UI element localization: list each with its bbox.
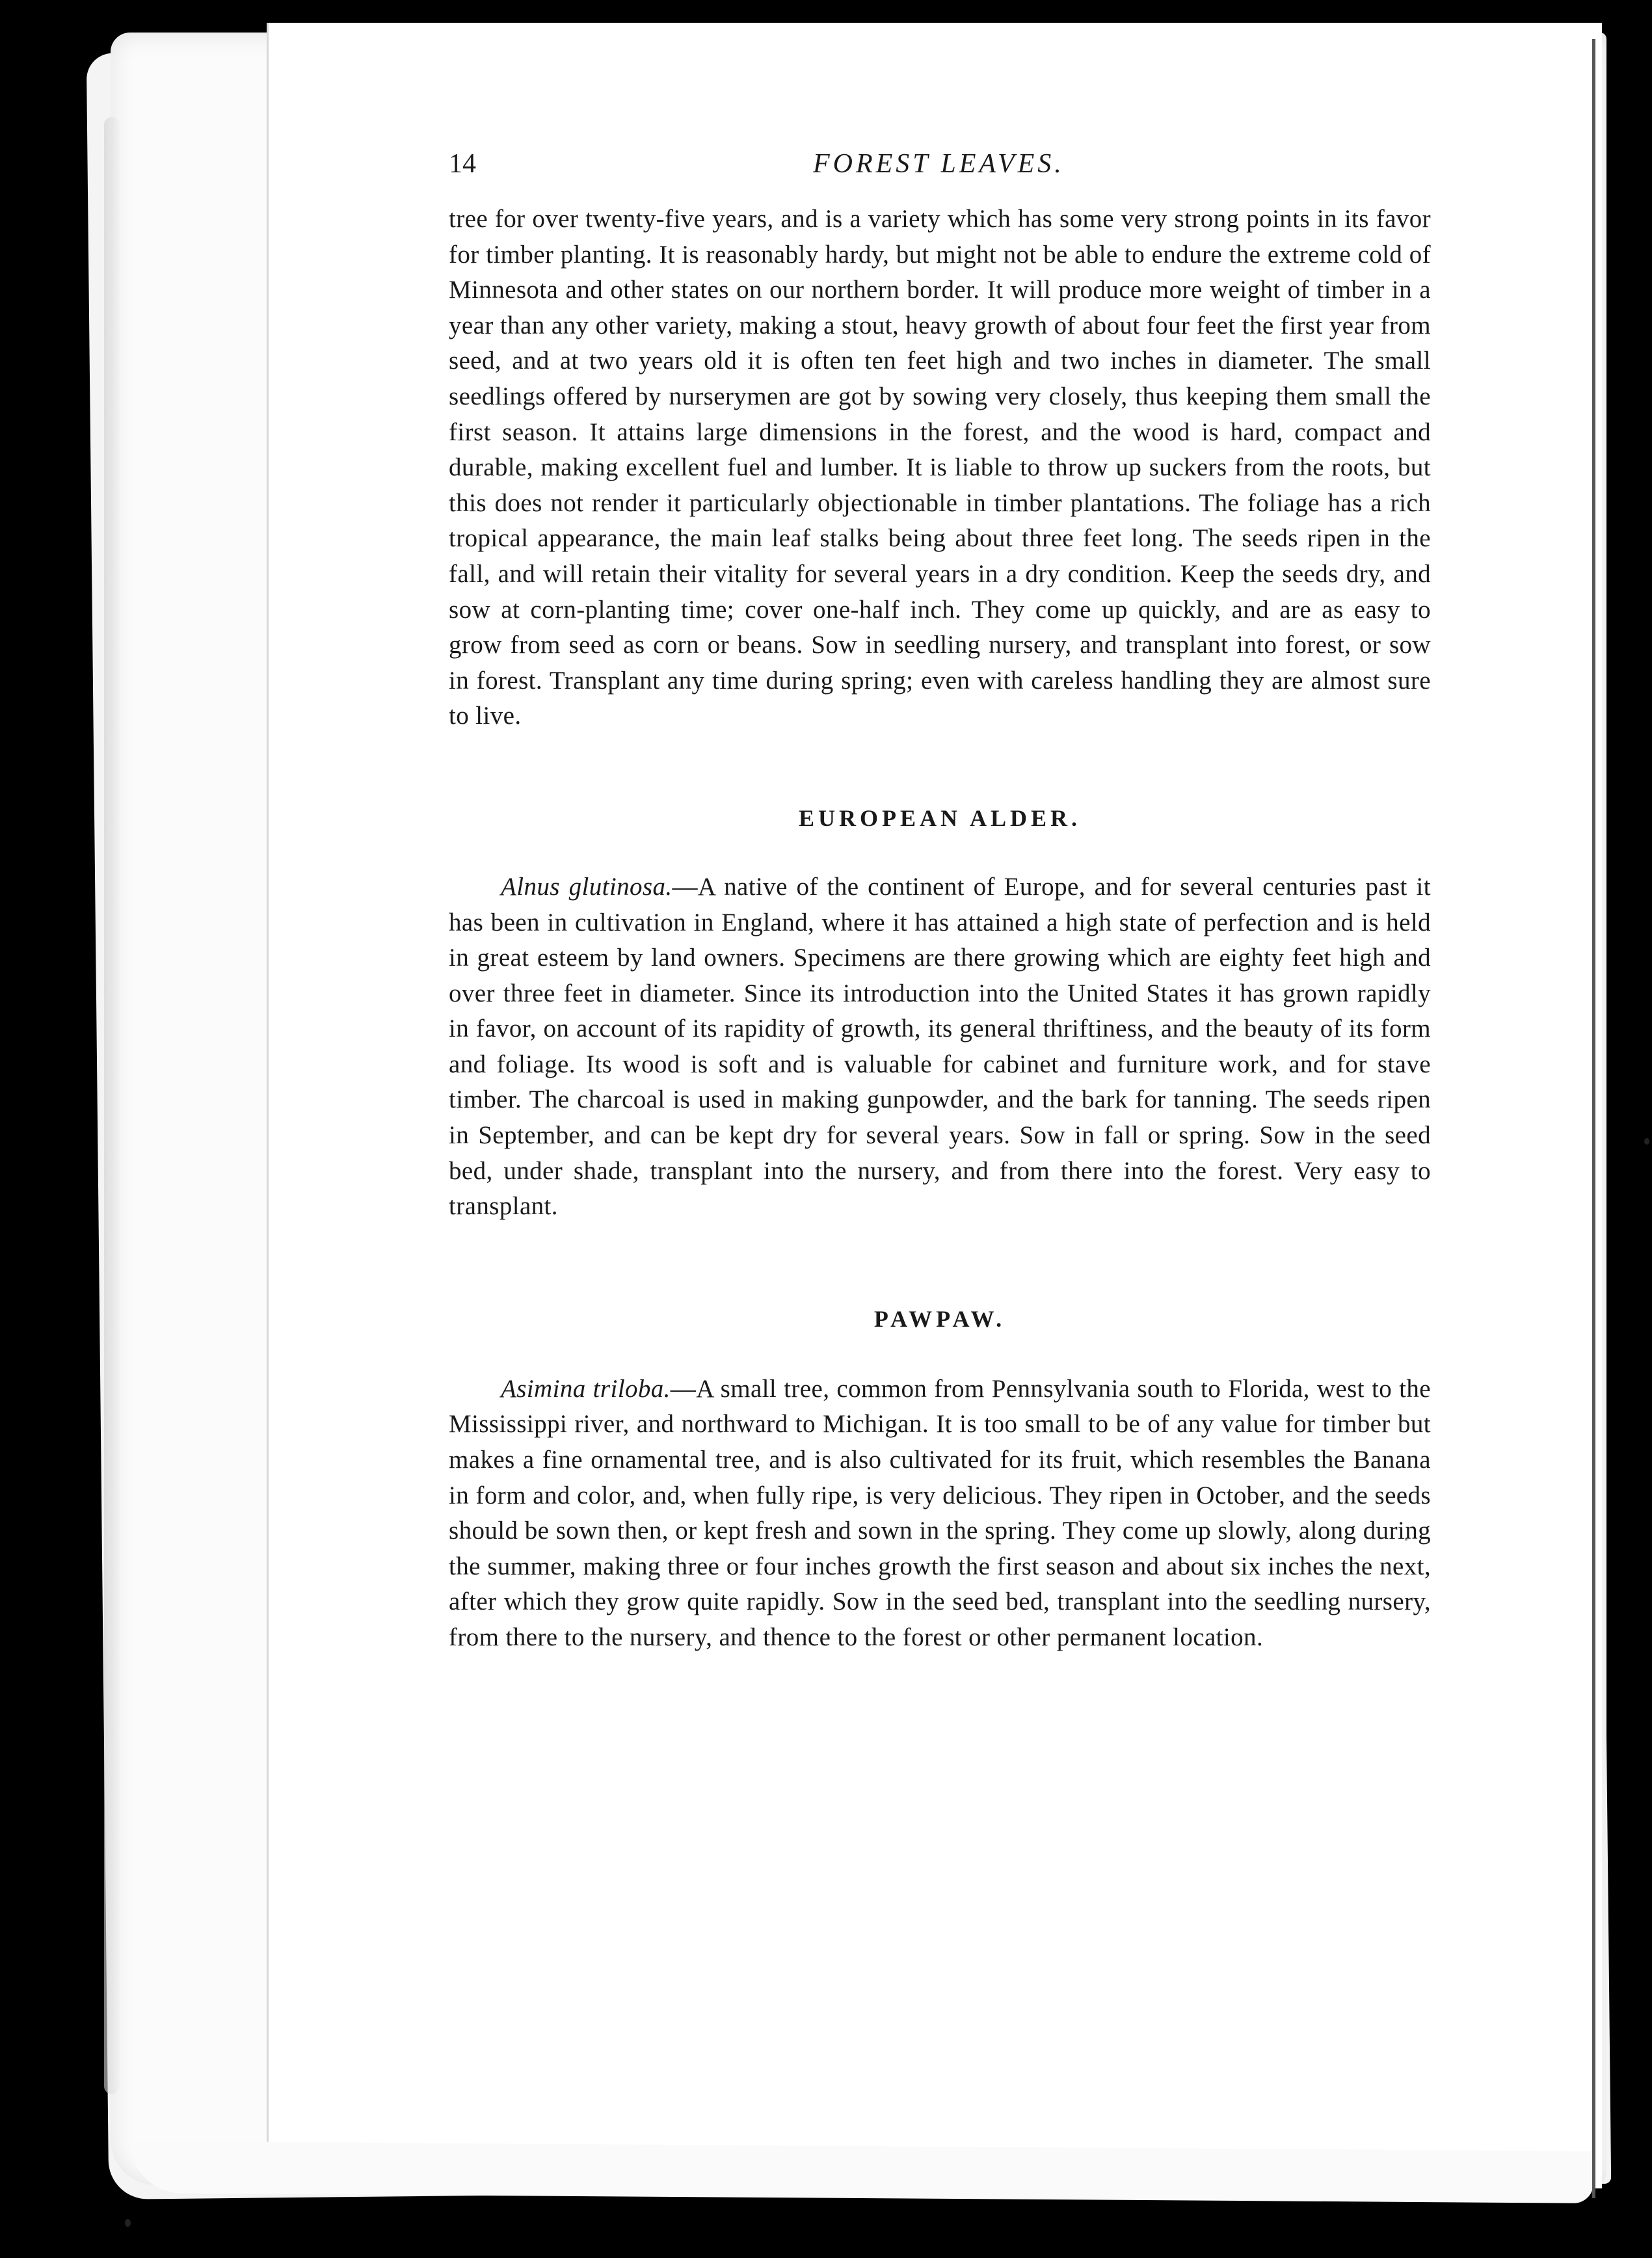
page-edge-stain — [104, 117, 120, 2094]
scan-speck — [125, 2219, 131, 2227]
section-paragraph-european-alder — [449, 870, 1431, 1225]
section-paragraph-pawpaw — [449, 1372, 1431, 1656]
page-bottom-curl — [130, 2141, 1594, 2203]
latin-name: Alnus glutinosa. — [501, 872, 673, 901]
section-heading-european-alder: EUROPEAN ALDER. — [798, 804, 1082, 831]
intro-paragraph: tree for over twenty-five years, and is a variety which has some very strong points in its favor for timber planting. It is reasonably hardy, but might not be able to endure the extreme cold of Minnesota and other states on our northern border. It will produce more weight of timber in a year than any other variety, making a stout, heavy growth of about four feet the first year from seed, and at two years old it is often ten feet high and two inches in diameter. The small seedlings offered by nurserymen are got by sowing very closely, thus keeping them small the first season. It attains large dimensions in the forest, and the wood is hard, compact and durable, making excellent fuel and lumber. It is liable to throw up suckers from the roots, but this does not render it particularly objectionable in timber plantations. The foliage has a rich tropical appearance, the main leaf stalks being about three feet long. The seeds ripen in the fall, and will retain their vitality for several years in a dry condition. Keep the seeds dry, and sow at corn-planting time; cover one-half inch. They come up quickly, and are as easy to grow from seed as corn or beans. Sow in seedling nursery, and transplant into forest, or sow in forest. Transplant any time during spring; even with careless handling they are almost sure to live. — [449, 205, 1431, 730]
paragraph-body: —A small tree, common from Pennsylvania south to Florida, west to the Mississippi river, and northward to Michigan. It is too small to be of any value for timber but makes a fine ornamental tree, and is also cultivated for its fruit, which resembles the Banana in form and color, and, when fully ripe, is very delicious. They ripen in October, and the seeds should be sown then, or kept fresh and sown in the spring. They come up slowly, along during the summer, making three or four inches growth the first season and about six inches the next, after which they grow quite rapidly. Sow in the seed bed, transplant into the seedling nursery, from there to the nursery, and thence to the forest or other permanent location. — [449, 1374, 1431, 1651]
running-head — [449, 130, 1431, 202]
scan-speck — [1644, 1138, 1649, 1145]
page-right-edge-line — [1592, 39, 1595, 2198]
page-text — [449, 130, 1431, 1656]
section-heading-pawpaw: PAWPAW. — [873, 1305, 1006, 1332]
latin-name: Asimina triloba. — [501, 1374, 671, 1403]
paragraph-body: —A native of the continent of Europe, and for several centuries past it has been in cultivation in England, where it has attained a high state of perfection and is held in great esteem by land owners. Specimens are there growing which are eighty feet high and over three feet in diameter. Since its introduction into the United States it has grown rapidly in favor, on account of its rapidity of growth, its general thriftiness, and the beauty of its form and foliage. Its wood is soft and is valuable for cabinet and furniture work, and for stave timber. The charcoal is used in making gunpowder, and the bark for tanning. The seeds ripen in September, and can be kept dry for several years. Sow in fall or spring. Sow in the seed bed, under shade, transplant into the nursery, and from there into the forest. Very easy to transplant. — [449, 872, 1432, 1221]
running-title: FOREST LEAVES. — [813, 149, 1065, 179]
page-number: 14 — [449, 149, 476, 179]
